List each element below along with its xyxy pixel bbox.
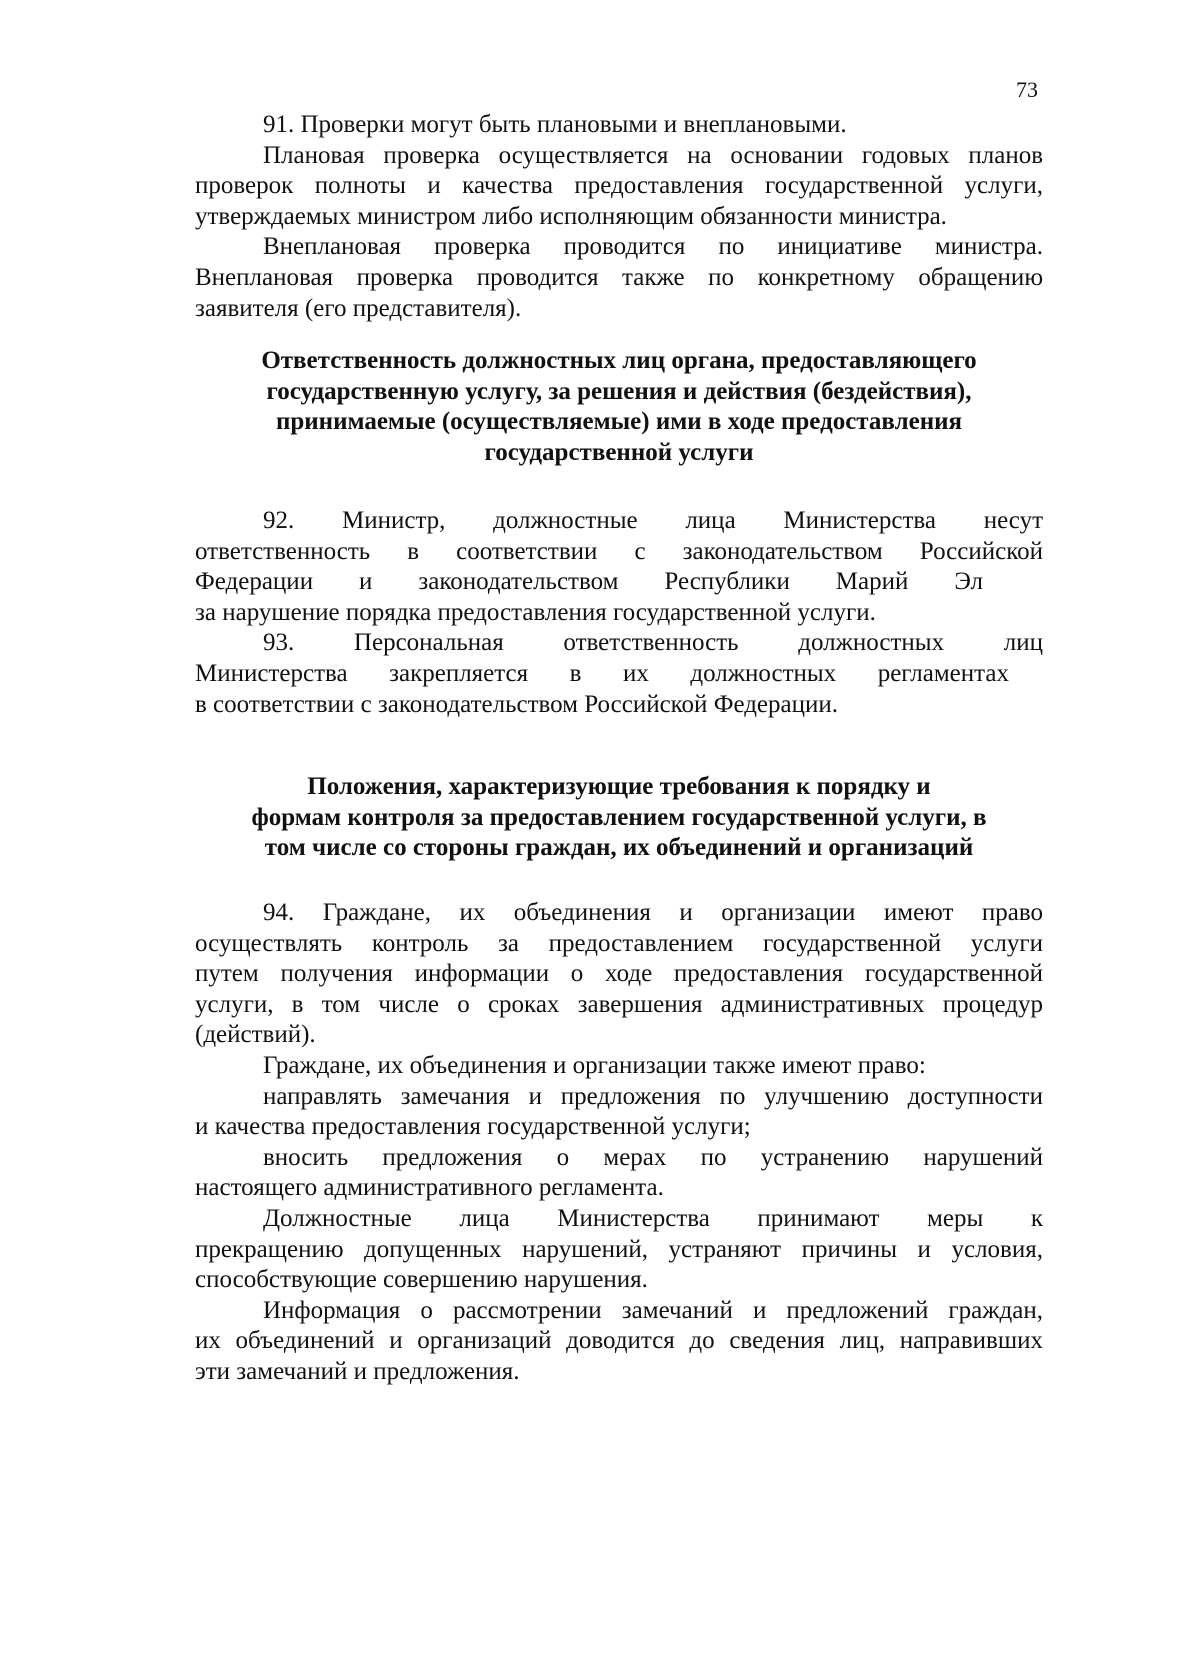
heading-line: государственной услуги xyxy=(484,438,754,466)
text-line: прекращению допущенных нарушений, устраняют причины и условия, xyxy=(195,1235,1043,1263)
paragraph-rights-intro xyxy=(195,1051,1043,1082)
paragraph-information xyxy=(195,1296,1043,1388)
text-line: Внеплановая проверка проводится также по конкретному обращению xyxy=(195,263,1043,291)
text-line: Должностные лица Министерства принимают меры к xyxy=(263,1204,1043,1232)
section-heading-control-forms xyxy=(195,772,1043,864)
paragraph-unplanned-inspection xyxy=(195,232,1043,324)
text-line: настоящего административного регламента. xyxy=(195,1174,664,1202)
text-line: за нарушение порядка предоставления государственной услуги. xyxy=(195,598,876,626)
page-number: 73 xyxy=(1016,77,1038,102)
text-line: услуги, в том числе о сроках завершения административных процедур xyxy=(195,990,1043,1018)
text-line: Федерации и законодательством Республики Марий Эл xyxy=(195,568,983,596)
text-line: способствующие совершению нарушения. xyxy=(195,1266,648,1294)
text-line: Плановая проверка осуществляется на основании годовых планов xyxy=(263,141,1043,169)
text-line: в соответствии с законодательством Российской Федерации. xyxy=(195,690,839,718)
text-line: Информация о рассмотрении замечаний и предложений граждан, xyxy=(263,1296,1043,1324)
text-line: направлять замечания и предложения по улучшению доступности xyxy=(263,1082,1043,1110)
heading-line: Положения, характеризующие требования к порядку и xyxy=(307,773,931,800)
paragraph-right-remarks xyxy=(195,1082,1043,1143)
text-line: 92. Министр, должностные лица Министерства несут xyxy=(263,507,1043,534)
heading-line: Ответственность должностных лиц органа, предоставляющего xyxy=(261,347,977,374)
text-line: 94. Граждане, их объединения и организации имеют право xyxy=(263,899,1043,926)
text-line: утверждаемых министром либо исполняющим обязанности министра. xyxy=(195,202,947,230)
text-line: 93. Персональная ответственность должностных лиц xyxy=(263,629,1043,657)
text-line: осуществлять контроль за предоставлением государственной услуги xyxy=(195,929,1043,957)
text-line: их объединений и организаций доводится до сведения лиц, направивших xyxy=(195,1327,1043,1355)
text-line: ответственность в соответствии с законодательством Российской xyxy=(195,537,1043,565)
text-line: (действий). xyxy=(195,1021,316,1049)
paragraph-93 xyxy=(195,628,1043,720)
text-line: Министерства закрепляется в их должностных регламентах xyxy=(195,659,1009,687)
paragraph-92 xyxy=(195,506,1043,628)
section-citizen-control xyxy=(195,898,1043,1388)
paragraph-91-line: 91. Проверки могут быть плановыми и внеплановыми. xyxy=(263,111,847,138)
paragraph-91 xyxy=(195,110,1043,141)
paragraph-right-proposals xyxy=(195,1143,1043,1204)
text-line: проверок полноты и качества предоставления государственной услуги, xyxy=(195,172,1043,200)
text-line: заявителя (его представителя). xyxy=(195,294,522,322)
heading-line: том числе со стороны граждан, их объединений и организаций xyxy=(264,834,974,862)
paragraph-planned-inspection xyxy=(195,141,1043,233)
section-heading-responsibility xyxy=(195,346,1043,468)
paragraph-94 xyxy=(195,898,1043,1051)
heading-line: принимаемые (осуществляемые) ими в ходе предоставления xyxy=(275,408,963,436)
text-line: и качества предоставления государственной услуги; xyxy=(195,1113,751,1141)
heading-line: государственную услугу, за решения и действия (бездействия), xyxy=(266,377,972,405)
heading-line: формам контроля за предоставлением государственной услуги, в xyxy=(251,803,987,831)
text-line: эти замечаний и предложения. xyxy=(195,1357,520,1385)
section-responsibility xyxy=(195,506,1043,720)
paragraph-officials-measures xyxy=(195,1204,1043,1296)
text-line: вносить предложения о мерах по устранению нарушений xyxy=(263,1143,1043,1171)
text-line: путем получения информации о ходе предоставления государственной xyxy=(195,960,1043,988)
text-line: Граждане, их объединения и организации также имеют право: xyxy=(263,1051,926,1079)
text-line: Внеплановая проверка проводится по инициативе министра. xyxy=(263,233,1043,261)
section-inspections xyxy=(195,110,1043,324)
